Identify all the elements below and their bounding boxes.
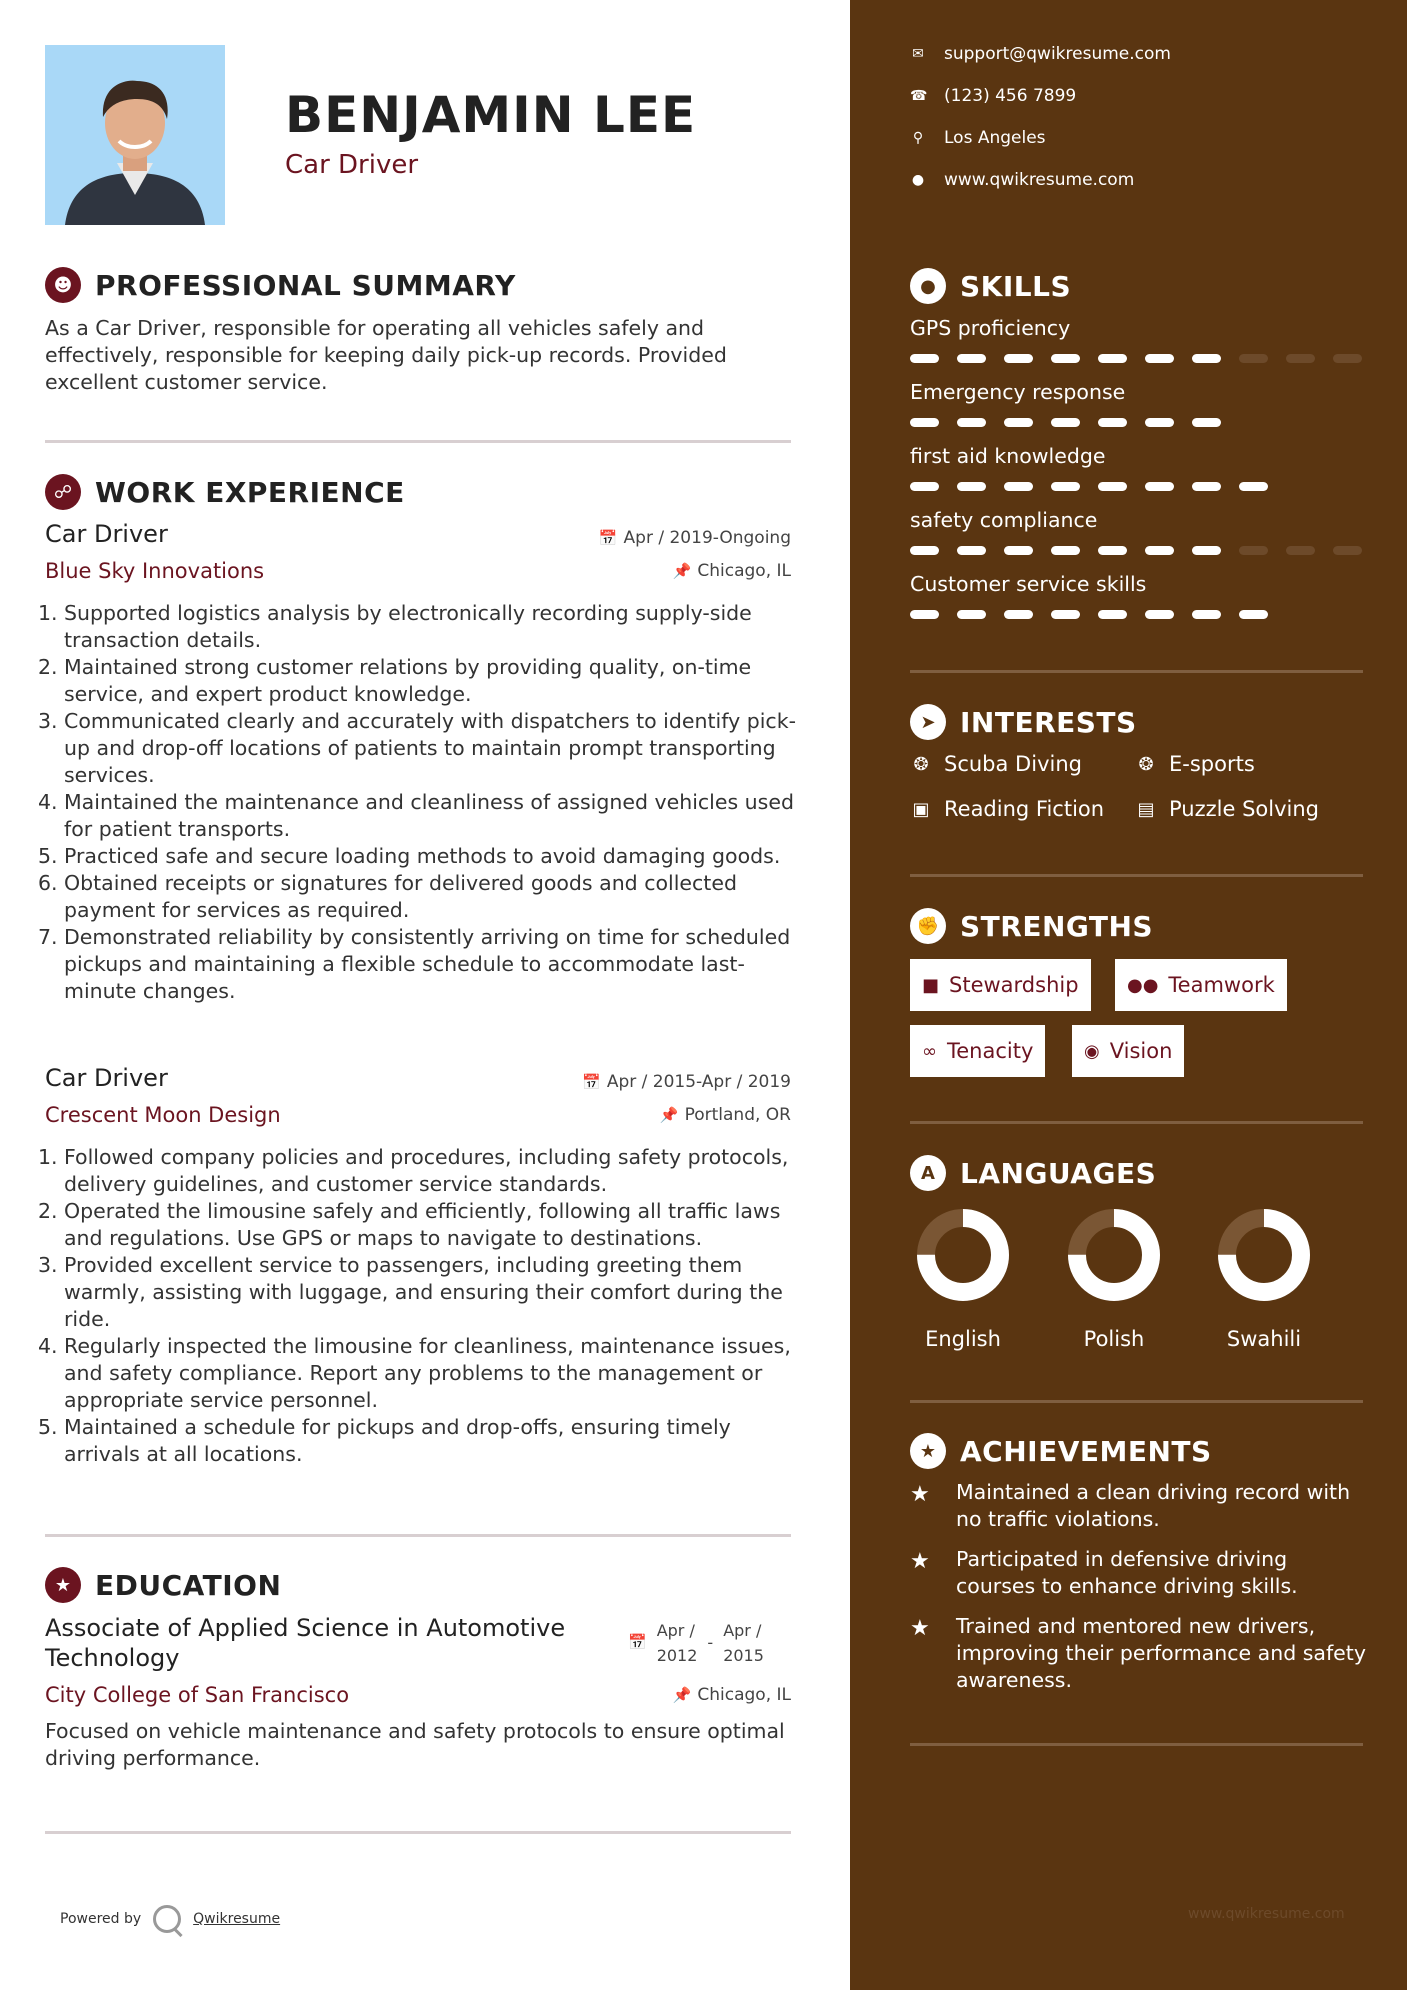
divider <box>45 440 791 443</box>
divider <box>45 1831 791 1834</box>
skill-dash <box>1051 482 1080 491</box>
skill-dash <box>910 610 939 619</box>
sidebar <box>850 0 1407 1990</box>
job-bullets <box>38 600 798 1005</box>
gamepad-icon: ▣ <box>912 798 930 820</box>
section-title: STRENGTHS <box>960 909 1154 943</box>
briefcase-icon: ■ <box>922 974 940 996</box>
school-name: City College of San Francisco <box>45 1683 350 1707</box>
skill-dash <box>1239 354 1268 363</box>
skill-dash <box>1192 610 1221 619</box>
skill-dash <box>1239 546 1268 555</box>
skill-level-bar <box>910 354 1370 364</box>
skill-dash <box>1098 546 1127 555</box>
skill-dash <box>1004 482 1033 491</box>
skill-dash <box>1192 546 1221 555</box>
skill-dash <box>1333 546 1362 555</box>
divider <box>910 670 1363 673</box>
skill-dash <box>1145 546 1174 555</box>
profile-photo <box>45 45 225 225</box>
skill-dash <box>957 610 986 619</box>
experience-heading <box>45 474 405 510</box>
language-item <box>1059 1207 1169 1351</box>
skill-dash <box>1004 610 1033 619</box>
interest-item: ❂ Scuba Diving <box>910 752 1082 776</box>
strengths-heading <box>910 908 1153 944</box>
section-title: LANGUAGES <box>960 1156 1157 1190</box>
candidate-role: Car Driver <box>285 150 419 180</box>
footer-website: www.qwikresume.com <box>1188 1906 1345 1922</box>
summary-heading <box>45 267 516 303</box>
skill-dash <box>1333 354 1362 363</box>
skill-dash <box>1004 354 1033 363</box>
school-location: 📌 Chicago, IL <box>672 1685 791 1705</box>
section-title: PROFESSIONAL SUMMARY <box>95 268 516 302</box>
job-bullets <box>38 1144 798 1468</box>
lifebuoy-icon: ❂ <box>913 753 929 775</box>
calendar-icon: 📅 <box>628 1633 647 1651</box>
contact-email[interactable]: ✉ support@qwikresume.com <box>910 44 1171 64</box>
languages-heading <box>910 1155 1156 1191</box>
skill-dash <box>1098 354 1127 363</box>
section-title: WORK EXPERIENCE <box>95 475 405 509</box>
skill-name: first aid knowledge <box>910 444 1106 468</box>
education-heading <box>45 1567 281 1603</box>
language-level-ring <box>1066 1207 1162 1303</box>
interest-item: ▤ Puzzle Solving <box>1135 797 1319 821</box>
divider <box>910 1743 1363 1746</box>
skill-name: Customer service skills <box>910 572 1147 596</box>
user-icon: ☻ <box>45 267 81 303</box>
job-title: Car Driver <box>45 520 168 548</box>
education-text: Focused on vehicle maintenance and safety protocols to ensure optimal driving performance. <box>45 1719 785 1770</box>
skill-dash <box>910 482 939 491</box>
skill-dash <box>1051 610 1080 619</box>
star-badge-icon: ★ <box>910 1433 946 1469</box>
skill-dash <box>1239 610 1268 619</box>
pin-icon: 📌 <box>659 1106 679 1124</box>
achievement-item: ★ Maintained a clean driving record with no traffic violations. <box>910 1480 1351 1531</box>
section-title: EDUCATION <box>95 1568 282 1602</box>
fist-icon: ✊ <box>910 908 946 944</box>
skill-dash <box>1286 354 1315 363</box>
contact-phone[interactable]: ☎ (123) 456 7899 <box>910 86 1077 106</box>
skill-dash <box>1192 354 1221 363</box>
skill-name: safety compliance <box>910 508 1098 532</box>
qwikresume-logo-icon <box>153 1905 181 1933</box>
list-item: Practiced safe and secure loading methods to avoid damaging goods. <box>64 844 781 868</box>
achievement-item: ★ Participated in defensive driving courses to enhance driving skills. <box>910 1547 1298 1598</box>
section-title: ACHIEVEMENTS <box>960 1434 1212 1468</box>
skill-level-bar <box>910 482 1370 492</box>
section-title: SKILLS <box>960 269 1072 303</box>
skill-level-bar <box>910 610 1370 620</box>
divider <box>910 874 1363 877</box>
language-icon: A <box>910 1155 946 1191</box>
skill-dash <box>1004 418 1033 427</box>
education-dates: 📅 Apr / 2012 - Apr / 2015 <box>628 1618 764 1668</box>
job-dates: 📅 Apr / 2015-Apr / 2019 <box>582 1072 791 1092</box>
degree-title: Associate of Applied Science in Automotive Technology <box>45 1614 566 1672</box>
strength-badge: ◉ Vision <box>1072 1025 1184 1077</box>
job-dates: 📅 Apr / 2019-Ongoing <box>598 528 791 548</box>
paper-plane-icon: ➤ <box>910 704 946 740</box>
contact-website[interactable]: ● www.qwikresume.com <box>911 170 1135 190</box>
skill-level-bar <box>910 418 1370 428</box>
skill-dash <box>1051 546 1080 555</box>
summary-text: As a Car Driver, responsible for operating all vehicles safely and effectively, responsible for keeping daily pick-up records. Provided excellent customer service. <box>45 316 727 394</box>
pin-icon: 📌 <box>672 1686 692 1704</box>
phone-icon: ☎ <box>910 88 928 104</box>
language-item <box>1209 1207 1319 1351</box>
job-location: 📌 Portland, OR <box>659 1105 791 1125</box>
list-item: Maintained a schedule for pickups and drop-offs, ensuring timely arrivals at all locations. <box>64 1415 731 1466</box>
shooting-star-icon: ★ <box>910 1549 930 1574</box>
skill-dash <box>1239 482 1268 491</box>
lightbulb-icon: ● <box>910 268 946 304</box>
pin-icon: 📌 <box>672 562 692 580</box>
date-start: Apr / 2012 <box>656 1621 698 1665</box>
strength-badge: ∞ Tenacity <box>910 1025 1045 1077</box>
list-item: Regularly inspected the limousine for cleanliness, maintenance issues, and safety compliance. Report any problems to the management or appropriate service personnel. <box>64 1334 791 1412</box>
job-company: Blue Sky Innovations <box>45 559 265 583</box>
job-location: 📌 Chicago, IL <box>672 561 791 581</box>
skill-dash <box>1145 418 1174 427</box>
skills-heading <box>910 268 1071 304</box>
list-item: Supported logistics analysis by electronically recording supply-side transaction details. <box>64 601 752 652</box>
candidate-name: BENJAMIN LEE <box>285 86 697 144</box>
language-level-ring <box>1216 1207 1312 1303</box>
skill-dash <box>957 546 986 555</box>
skill-dash <box>1192 418 1221 427</box>
interest-item: ❂ E-sports <box>1135 752 1255 776</box>
skill-dash <box>1286 546 1315 555</box>
skill-dash <box>1192 482 1221 491</box>
powered-by: Powered by Qwikresume <box>60 1905 280 1933</box>
shooting-star-icon: ★ <box>910 1482 930 1507</box>
skill-dash <box>1098 610 1127 619</box>
skill-name: GPS proficiency <box>910 316 1071 340</box>
skill-dash <box>1051 418 1080 427</box>
achievements-heading <box>910 1433 1212 1469</box>
link-icon: ∞ <box>922 1040 937 1062</box>
job-title: Car Driver <box>45 1064 168 1092</box>
skill-dash <box>957 418 986 427</box>
envelope-icon: ✉ <box>912 46 924 62</box>
skill-dash <box>1098 482 1127 491</box>
calendar-icon: 📅 <box>582 1073 601 1091</box>
skill-dash <box>1145 610 1174 619</box>
language-name: Swahili <box>1226 1327 1302 1351</box>
language-item <box>908 1207 1018 1351</box>
divider <box>910 1400 1363 1403</box>
book-icon: ▤ <box>1137 798 1155 820</box>
skill-dash <box>1145 354 1174 363</box>
list-item: Maintained the maintenance and cleanliness of assigned vehicles used for patient transports. <box>64 790 794 841</box>
binoculars-icon: ◉ <box>1084 1040 1100 1062</box>
brand-link[interactable]: Qwikresume <box>193 1911 281 1927</box>
skill-dash <box>1098 418 1127 427</box>
divider <box>910 1121 1363 1124</box>
list-item: Communicated clearly and accurately with dispatchers to identify pick-up and drop-off locations of patients to maintain prompt transporting services. <box>64 709 796 787</box>
calendar-icon: 📅 <box>598 529 618 547</box>
language-level-ring <box>915 1207 1011 1303</box>
lifebuoy-icon: ❂ <box>1138 753 1154 775</box>
skill-dash <box>910 418 939 427</box>
globe-icon: ● <box>911 172 925 188</box>
map-pin-icon: ⚲ <box>912 130 924 146</box>
job-company: Crescent Moon Design <box>45 1103 281 1127</box>
list-item: Maintained strong customer relations by providing quality, on-time service, and expert product knowledge. <box>64 655 752 706</box>
list-item: Provided excellent service to passengers, including greeting them warmly, assisting with luggage, and ensuring their comfort during the ride. <box>64 1253 783 1331</box>
achievement-item: ★ Trained and mentored new drivers, improving their performance and safety awareness. <box>910 1614 1366 1692</box>
divider <box>45 1534 791 1537</box>
chair-icon: ☍ <box>45 474 81 510</box>
skill-name: Emergency response <box>910 380 1126 404</box>
skill-dash <box>910 546 939 555</box>
strength-badge: ●● Teamwork <box>1115 959 1287 1011</box>
contact-location: ⚲ Los Angeles <box>910 128 1046 148</box>
skill-dash <box>1004 546 1033 555</box>
users-icon: ●● <box>1127 974 1159 996</box>
skill-dash <box>1051 354 1080 363</box>
list-item: Operated the limousine safely and efficiently, following all traffic laws and regulations. Use GPS or maps to navigate to destinations. <box>64 1199 781 1250</box>
interests-heading <box>910 704 1137 740</box>
strength-badge: ■ Stewardship <box>910 959 1091 1011</box>
list-item: Demonstrated reliability by consistently arriving on time for scheduled pickups and maintaining a flexible schedule to accommodate last-minute changes. <box>64 925 791 1003</box>
language-name: English <box>925 1327 1001 1351</box>
skill-dash <box>1145 482 1174 491</box>
graduation-icon: ★ <box>45 1567 81 1603</box>
list-item: Obtained receipts or signatures for delivered goods and collected payment for services as required. <box>64 871 737 922</box>
date-end: Apr / 2015 <box>723 1621 764 1665</box>
language-name: Polish <box>1083 1327 1145 1351</box>
skill-level-bar <box>910 546 1370 556</box>
interest-item: ▣ Reading Fiction <box>910 797 1104 821</box>
section-title: INTERESTS <box>960 705 1137 739</box>
skill-dash <box>957 482 986 491</box>
skill-dash <box>910 354 939 363</box>
list-item: Followed company policies and procedures, including safety protocols, delivery guidelines, and customer service standards. <box>64 1145 789 1196</box>
skill-dash <box>957 354 986 363</box>
shooting-star-icon: ★ <box>910 1616 930 1641</box>
